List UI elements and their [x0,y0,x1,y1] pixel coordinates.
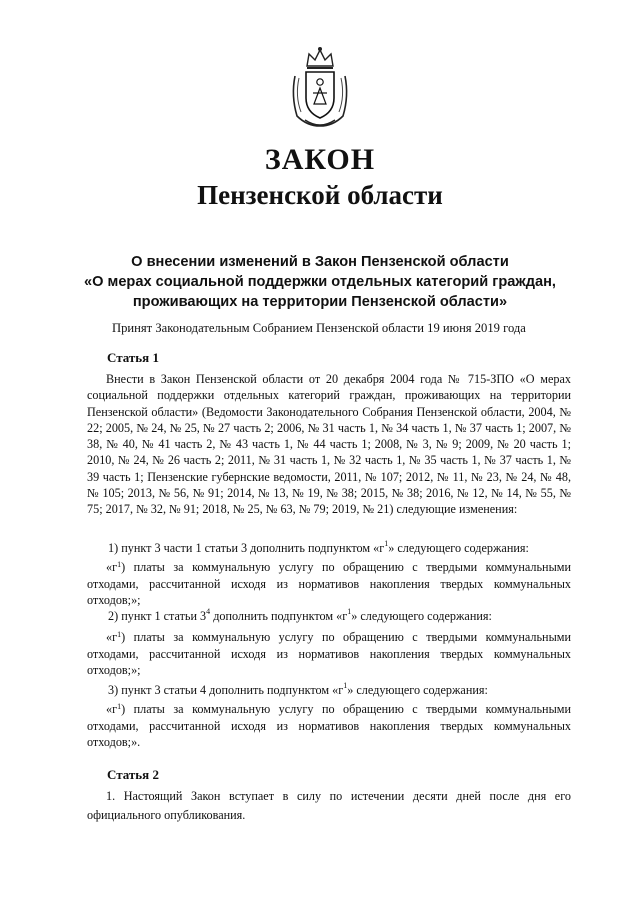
law-heading: ЗАКОН [264,143,376,176]
subtitle-line-1: О внесении изменений в Закон Пензенской области [131,254,509,270]
subtitle-line-3: проживающих на территории Пензенской области» [132,294,508,310]
article-1-intro: Внести в Закон Пензенской области от 20 декабря 2004 года № 715-ЗПО «О мерах социальной поддержки отдельных категорий граждан, проживающих на территории Пензенской области» (Ведомости Законодательного Собрания Пензенской области, 2004, № 22; 2005, № 24, № 25, № 27 часть 2; 2006, № 31 часть 1, № 34 часть 1, № 37 часть 1; 2007, № 38, № 40, № 41 часть 2, № 43 часть 1, № 44 часть 1; 2008, № 3, № 9; 2009, № 20 часть 1; 2010, № 24, № 26 часть 2; 2011, № 31 часть 1, № 32 часть 1, № 35 часть 1, № 37 часть 1, № 39 часть 1; Пензенские губернские ведомости, 2011, № 107; 2012, № 11, № 23, № 24, № 48, № 105; 2013, № 56, № 91; 2014, № 13, № 19, № 38; 2015, № 38; 2016, № 12, № 14, № 55, № 75; 2017, № 32, № 91; 2018, № 25, № 63, № 79; 2019, № 21) следующие изменения: [87,372,571,517]
amendment-quote-1: «$г^1$) платы за коммунальную услугу по обращению с твердыми коммунальными отходами, рассчитанной исходя из нормативов накопления твердых коммунальных отходов;»; [87,560,571,608]
law-subtitle [40,252,600,312]
article-2-heading: Статья 2 [107,767,159,782]
subtitle-line-2: «О мерах социальной поддержки отдельных категорий граждан, [84,274,556,290]
region-heading: Пензенской области [197,180,443,210]
amendment-item-3: 3) пункт 3 статьи 4 дополнить подпунктом «$г^1$» следующего содержания: [108,681,488,697]
coat-of-arms-emblem [287,46,353,128]
adoption-note: Принят Законодательным Собранием Пензенской области 19 июня 2019 года [112,321,526,335]
amendment-item-1: 1) пункт 3 части 1 статьи 3 дополнить подпунктом «$г^1$» следующего содержания: [108,539,529,555]
article-1-heading: Статья 1 [107,350,159,365]
amendment-quote-3: «$г^1$) платы за коммунальную услугу по обращению с твердыми коммунальными отходами, рассчитанной исходя из нормативов накопления твердых коммунальных отходов;». [87,702,571,750]
article-2-text: 1. Настоящий Закон вступает в силу по истечении десяти дней после дня его официального опубликования. [87,789,571,822]
amendment-item-2: 2) пункт 1 статьи $3^4$ дополнить подпунктом «$г^1$» следующего содержания: [108,607,492,623]
amendment-quote-2: «$г^1$) платы за коммунальную услугу по обращению с твердыми коммунальными отходами, рассчитанной исходя из нормативов накопления твердых коммунальных отходов;»; [87,630,571,678]
